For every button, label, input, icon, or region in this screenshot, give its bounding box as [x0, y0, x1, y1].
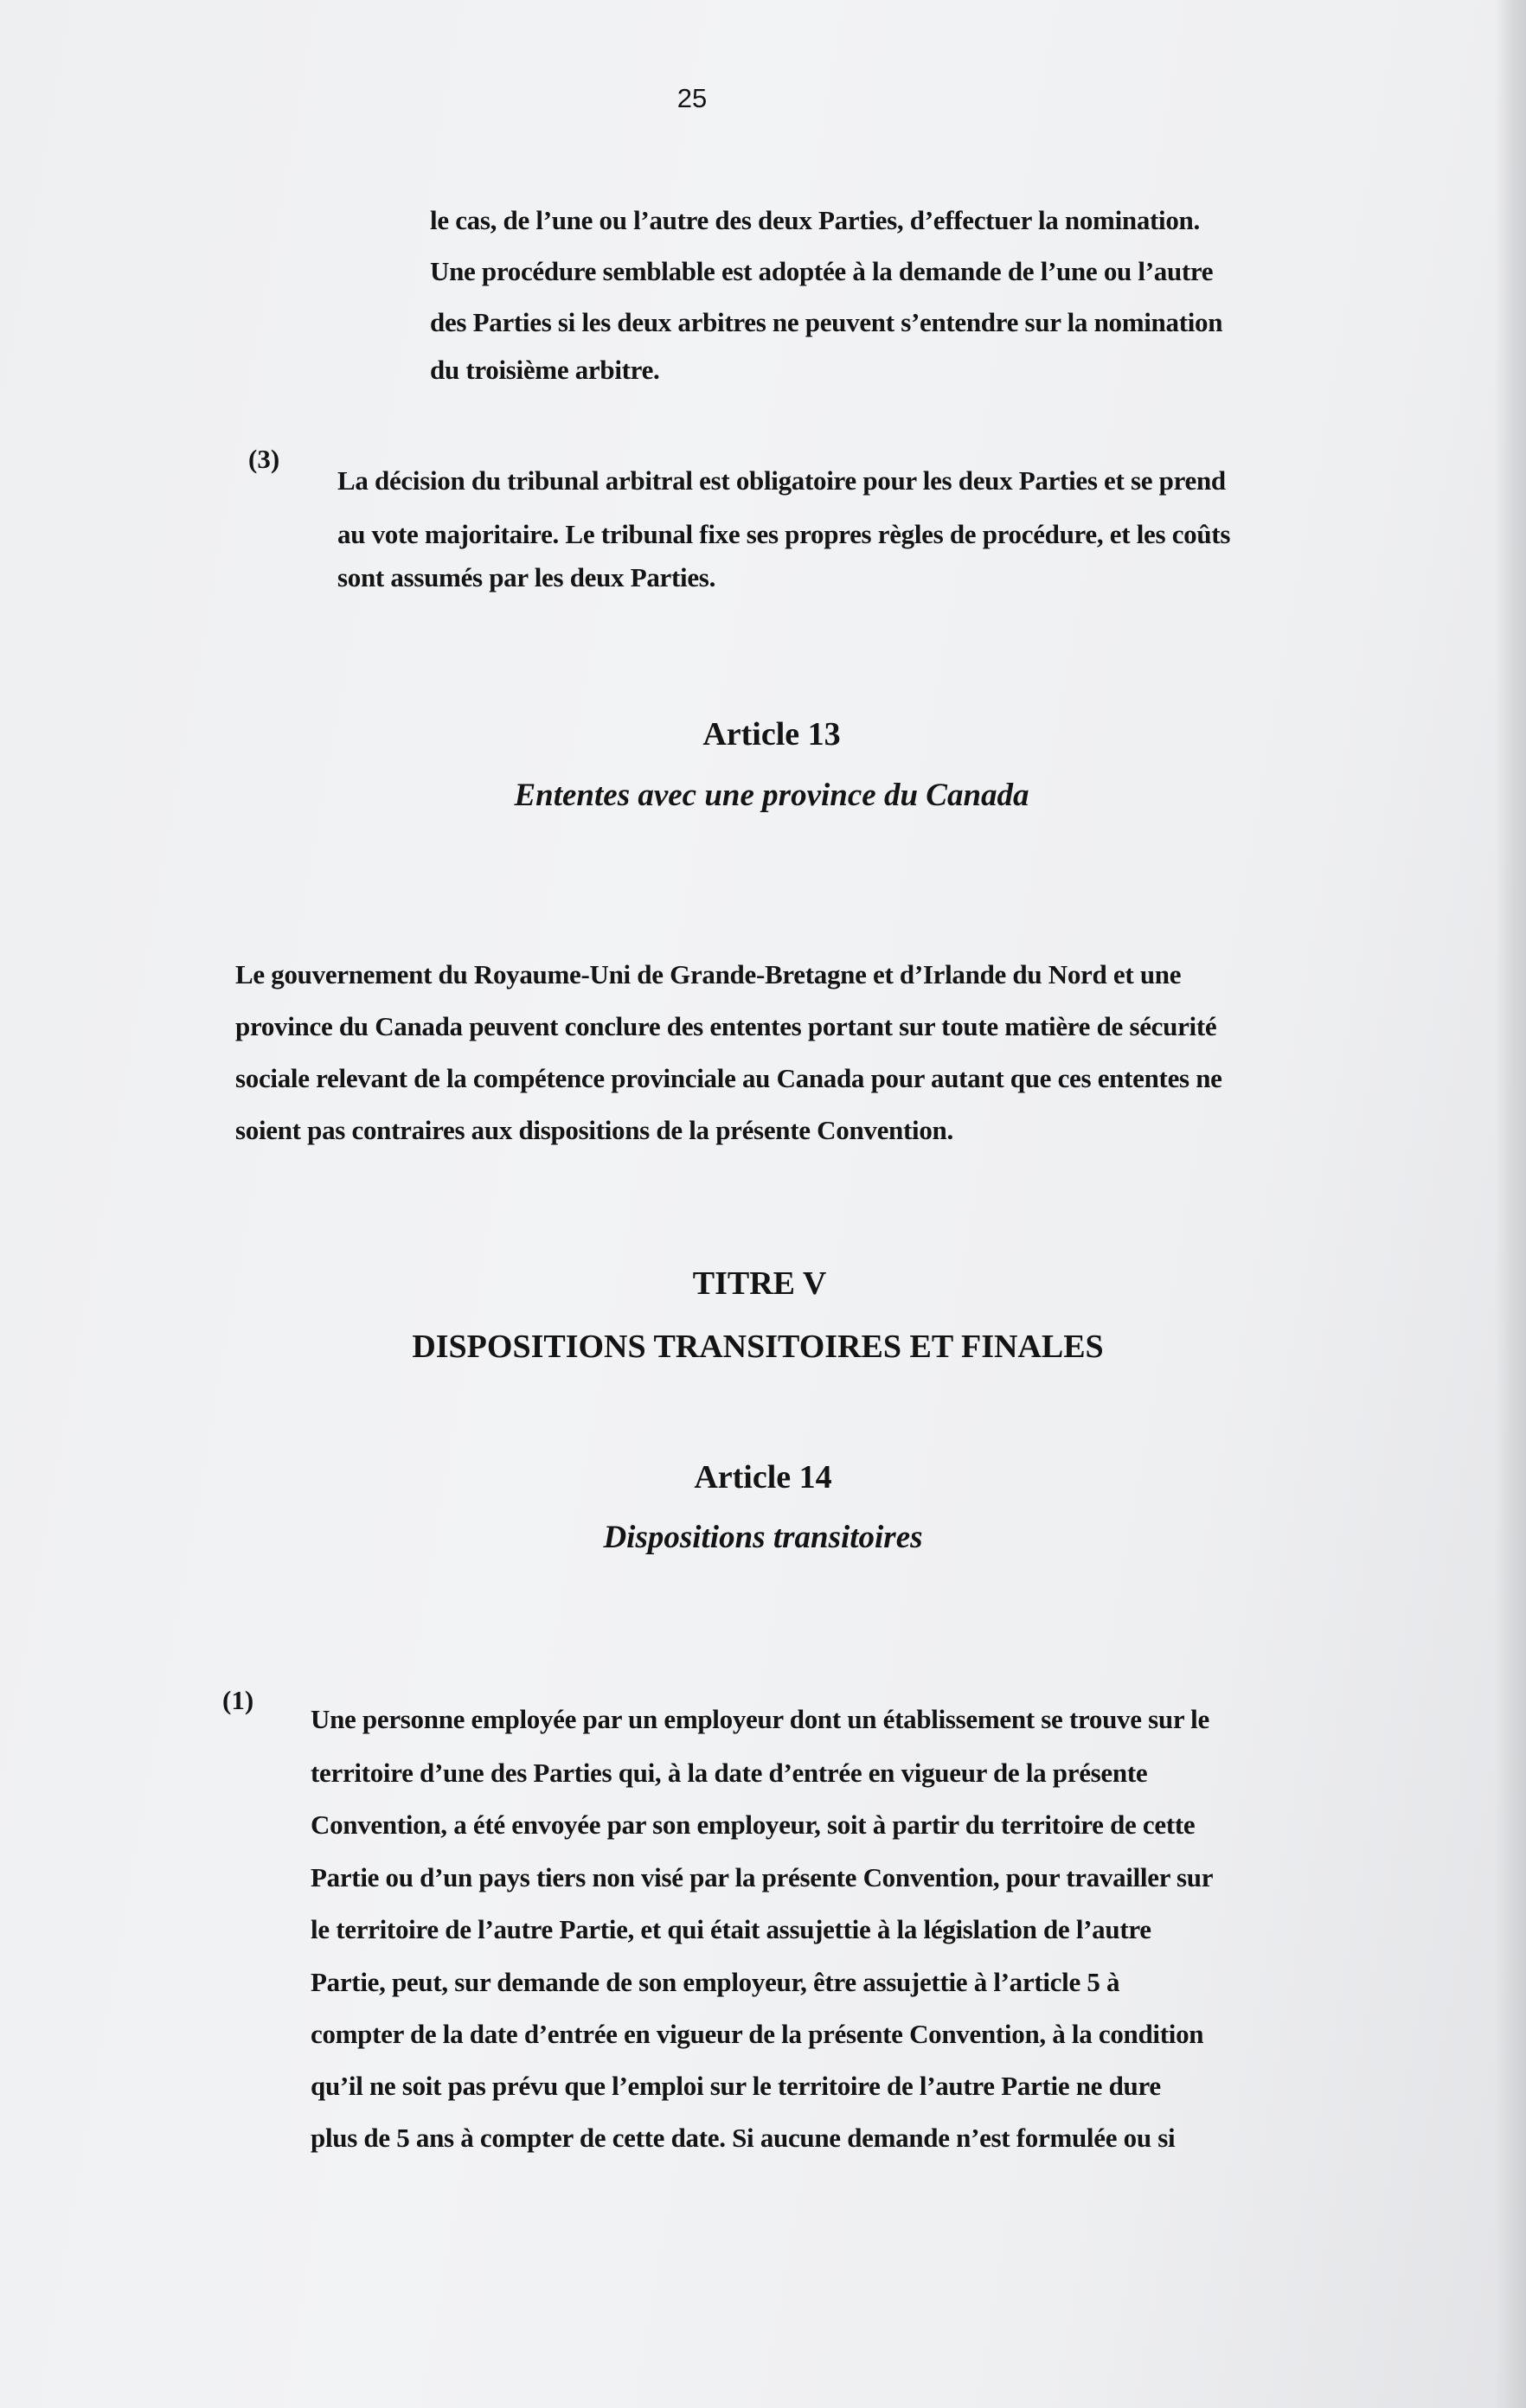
text-line: plus de 5 ans à compter de cette date. Si aucune demande n’est formulée ou si	[311, 2123, 1176, 2153]
text-line: sont assumés par les deux Parties.	[337, 562, 716, 592]
text-line: le cas, de l’une ou l’autre des deux Parties, d’effectuer la nomination.	[430, 205, 1200, 235]
article-14-title: Article 14	[694, 1459, 832, 1495]
text-line: du troisième arbitre.	[430, 355, 660, 385]
text-line: Le gouvernement du Royaume-Uni de Grande-Bretagne et d’Irlande du Nord et une	[235, 959, 1182, 989]
text-line: La décision du tribunal arbitral est obligatoire pour les deux Parties et se prend	[337, 465, 1226, 496]
paragraph-number: (1)	[222, 1685, 254, 1715]
text-line: Une procédure semblable est adoptée à la demande de l’une ou l’autre	[430, 256, 1214, 286]
text-line: compter de la date d’entrée en vigueur de la présente Convention, à la condition	[311, 2019, 1204, 2049]
text-line: Partie ou d’un pays tiers non visé par la présente Convention, pour travailler sur	[311, 1862, 1214, 1892]
article-13-subtitle: Ententes avec une province du Canada	[514, 778, 1029, 813]
text-line: qu’il ne soit pas prévu que l’emploi sur le territoire de l’autre Partie ne dure	[311, 2071, 1161, 2101]
text-line: soient pas contraires aux dispositions de la présente Convention.	[235, 1115, 953, 1145]
titre-v-subtitle: DISPOSITIONS TRANSITOIRES ET FINALES	[412, 1329, 1104, 1365]
text-line: Une personne employée par un employeur dont un établissement se trouve sur le	[311, 1704, 1209, 1734]
text-line: territoire d’une des Parties qui, à la date d’entrée en vigueur de la présente	[311, 1758, 1148, 1788]
article-14-subtitle: Dispositions transitoires	[603, 1520, 923, 1555]
page-number: 25	[676, 83, 708, 113]
text-line: province du Canada peuvent conclure des ententes portant sur toute matière de sécurité	[235, 1011, 1217, 1041]
text-line: des Parties si les deux arbitres ne peuvent s’entendre sur la nomination	[430, 307, 1223, 337]
text-line: au vote majoritaire. Le tribunal fixe ses propres règles de procédure, et les coûts	[337, 519, 1231, 549]
text-line: sociale relevant de la compétence provinciale au Canada pour autant que ces ententes ne	[235, 1063, 1222, 1093]
text-line: le territoire de l’autre Partie, et qui était assujettie à la législation de l’autre	[311, 1914, 1151, 1944]
paragraph-number: (3)	[248, 444, 280, 474]
text-line: Convention, a été envoyée par son employeur, soit à partir du territoire de cette	[311, 1809, 1196, 1840]
titre-v-title: TITRE V	[692, 1265, 827, 1302]
article-13-title: Article 13	[702, 716, 841, 752]
page-edge-shadow	[1495, 0, 1526, 2408]
text-line: Partie, peut, sur demande de son employeur, être assujettie à l’article 5 à	[311, 1967, 1120, 1997]
